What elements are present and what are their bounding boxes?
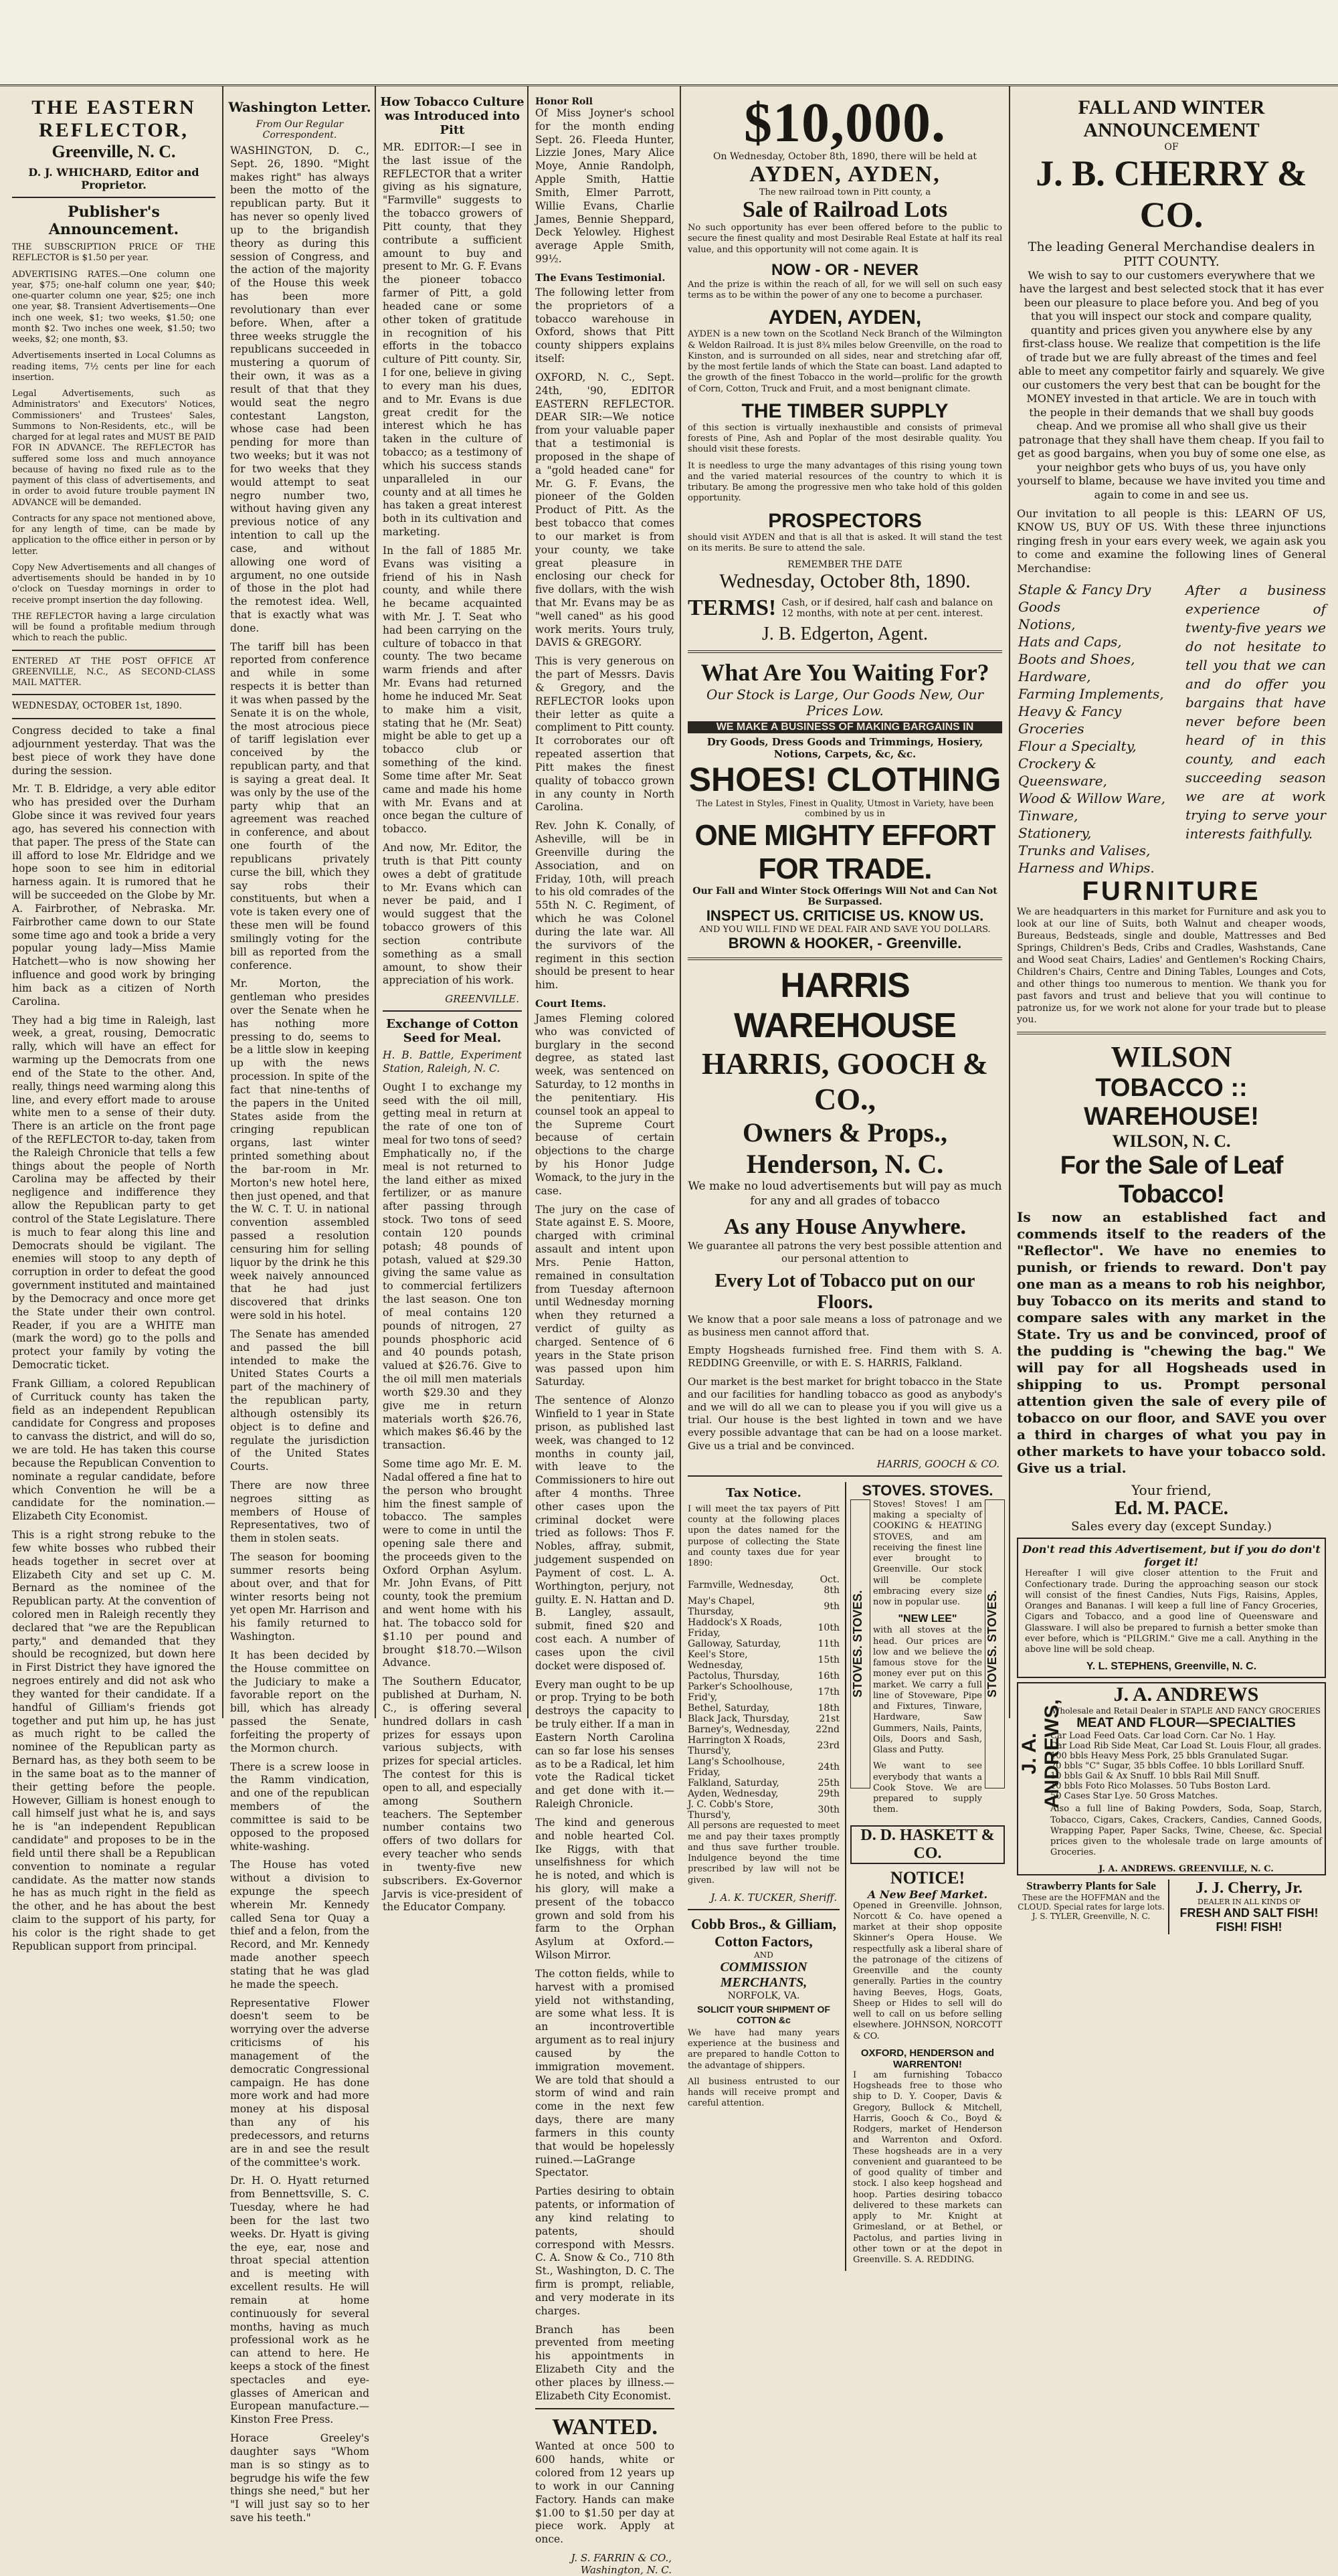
prospectors-headline: PROSPECTORS [768, 509, 922, 532]
testimonial-paragraph: Rev. John K. Conally, of Asheville, will be in Greenville during the Association, and on Friday, 10th, will preach to his old comrades of the 55th N. C. Regiment, of which he was Colonel during the late war. All the survivors of the regiment in this section should be present to hear him. [535, 820, 674, 992]
experience-text: After a business experience of twenty-five years we do not hesitate to tell you that we can and do offer you bargains that have never before been heard of in this county, and each succeeding season we are at work trying to serve your interests faithfully. [1185, 582, 1326, 842]
washington-paragraph: Horace Greeley's daughter says "Whom man is so stingy as to begrudge his wife the few things she need," but her "I will just say so to her save his teeth." [230, 2432, 369, 2524]
invitation-text: Our invitation to all people is this: LEARN OF US, KNOW US, BUY OF US. With these three injunctions ringing fresh in your ears every week, we again ask you to come and examine the following lines of General Merchandise: [1017, 507, 1326, 575]
terms-text: Cash, or if desired, half cash and balance on 12 months, with note at per cent. interest. [781, 597, 993, 619]
cobb-name: Cobb Bros., & Gilliam, [690, 1915, 837, 1932]
wanted-signature: J. S. FARRIN & CO., Washington, N. C. [571, 2552, 672, 2576]
testimonial-heading: The Evans Testimonial. [535, 271, 666, 284]
column-2 [227, 86, 372, 2524]
tax-row: Falkland, Saturday, 25th [688, 1778, 840, 1789]
masthead-place: Greenville, N. C. [52, 142, 176, 161]
goods-item: Hats and Caps, [1018, 634, 1122, 650]
remember-date: REMEMBER THE DATE [787, 559, 902, 570]
fish-line: FRESH AND SALT FISH! FISH! FISH! [1179, 1906, 1319, 1934]
column-3 [380, 86, 524, 1914]
andrews-headline: J. A. ANDREWS [1113, 1683, 1259, 1706]
tax-row: Black Jack, Thursday, 21st [688, 1714, 840, 1725]
washington-paragraph: The tariff bill has been reported from conference and while in some respects it is better than it was when passed by the Senate it is on the whole, the most atrocious piece of tariff legislation ever conceived by the republican party, and that is saying a great deal. It was only by the use of the party whip that an agreement was reached in conference, and about one fourth of the republicans privately curse the bill, which they say robs their constituents, but when a vote is taken every one of these men will be found smilingly voting for the bill as reported from the conference. [230, 640, 369, 972]
court-item: The sentence of Alonzo Winfield to 1 year in State prison, as published last week, was changed to 12 months in county jail, with leave to the Commissioners to hire out after 4 months. Three other cases upon the criminal docket were tried as follows: Thos F. Nobles, affray, submit, judgement suspended on Payment of cost. L. A. Worthington, perjury, not guilty. E. N. Hattan and D. B. Langley, assault, submit, fined $20 and cost each. A number of cases upon the civil docket were disposed of. [535, 1394, 674, 1672]
column-4 [533, 86, 677, 2576]
hogsheads-text: Empty Hogsheads furnished free. Find them with S. A. REDDING Greenville, or with E. S. HARRIS, Falkland. [688, 1344, 1002, 1370]
masthead-editor: D. J. WHICHARD, Editor and Proprietor. [28, 166, 199, 191]
andrews-item: 10 bbls Foto Rico Molasses. 50 Tubs Boston Lard. [1050, 1781, 1271, 1792]
nadal-paragraph: Some time ago Mr. E. M. Nadal offered a fine hat to the person who brought him the finest sample of tobacco. The samples were to come in until the opening sale there and the proceeds given to the Oxford Orphan Asylum. Mr. John Evans, of Pitt county, took the premium and went home with his hat. The tobacco sold for $1.10 per pound and brought $18.70.—Wilson Advance. [383, 1458, 522, 1669]
railroad-lots-headline: Sale of Railroad Lots [742, 197, 948, 222]
waiting-headline: What Are You Waiting For? [700, 659, 989, 686]
tax-row: Barney's, Wednesday, 22nd [688, 1724, 840, 1736]
wanted-text: Wanted at once 500 to 600 hands, white or colored from 12 years up to work in our Canning Factory. Hands can make $1.00 to $1.50 per day at piece work. Apply at once. [535, 2440, 674, 2546]
testimonial-paragraph: The following letter from the proprietors of a tobacco warehouse in Oxford, shows that Pitt county shippers explains itself: [535, 286, 674, 365]
harris-firm-name: HARRIS, GOOCH & CO., [701, 1046, 989, 1116]
prize-text: And the prize is within the reach of all, for we will sell on such easy terms as to be within the power of any one to become a purchaser. [688, 279, 1002, 300]
meat-flour-line: MEAT AND FLOUR—SPECIALTIES [1076, 1716, 1296, 1731]
honor-roll-heading: Honor Roll [535, 96, 593, 107]
goods-item: Farming Implements, [1018, 686, 1164, 703]
cotton-seed-paragraph: Ought I to exchange my seed with the oil mill, getting meal in return at the rate of one ton of meal for two tons of seed? Emphatically no, if the meal is not returned to the land either as mixed fertilizer, or as manure after passing through stock. Two tons of seed contain 120 pounds potash; 48 pounds of potash, valued at $29.30 giving the same value as to commercial fertilizers the last season. One ton of meal contains 120 pounds of nitrogen, 27 pounds phosphoric acid and 40 pounds potash, valued at $26.76. Give to the oil mill men materials worth $29.30 and they give me in return materials worth $26.76, which makes $6.46 by the transaction. [383, 1081, 522, 1452]
court-item: Branch has been prevented from meeting his appointments in Elizabeth City and the other places by illness.—Elizabeth City Economist. [535, 2323, 674, 2402]
tax-row: Lang's Schoolhouse, Friday, 24th [688, 1756, 840, 1778]
circulation-text: THE REFLECTOR having a large circulation will be found a profitable medium through which to reach the public. [12, 611, 215, 644]
tax-notice-heading: Tax Notice. [726, 1485, 801, 1500]
goods-item: Staple & Fancy Dry Goods [1018, 581, 1151, 616]
as-any-house: As any House Anywhere. [723, 1214, 967, 1239]
andrews-signature: J. A. ANDREWS. GREENVILLE, N. C. [1098, 1863, 1274, 1874]
tobacco-warehouse-headline: TOBACCO :: WAREHOUSE! [1084, 1074, 1259, 1131]
masthead-title: THE EASTERN REFLECTOR, [31, 96, 196, 141]
previous-page-edge [0, 0, 1338, 86]
tobacco-signature: GREENVILLE. [445, 993, 519, 1006]
dont-read-headline: Don't read this Advertisement, but if you do don't forget it! [1022, 1543, 1321, 1569]
rates-text: ADVERTISING RATES.—One column one year, $75; one-half column one year, $40; one-quarter column one year, $25; one inch one year, $8. Transient Advertisements—One inch one week, $1; two weeks, $1.50; one month $2. Two inches one week, $1.50; two weeks, $2; one month, $3. [12, 269, 215, 345]
publisher-heading: Publisher's Announcement. [48, 203, 179, 238]
pitt-county-line: PITT COUNTY. [1123, 254, 1220, 269]
beef-heading: A New Beef Market. [867, 1888, 988, 1901]
shoes-clothing-headline: SHOES! CLOTHING [688, 761, 1001, 798]
cotton-factors: Cotton Factors, [714, 1932, 813, 1950]
tobacco-paragraph: And now, Mr. Editor, the truth is that Pitt county owes a debt of gratitude to Mr. Evans which can never be paid, and I would suggest that the tobacco growers of this section contribute something as a small amount, to show their appreciation of his work. [383, 842, 522, 987]
ayden-description: AYDEN is a new town on the Scotland Neck Branch of the Wilmington & Weldon Railroad. It is just 8¾ miles below Greenville, on the road to Kinston, and is surrounded on all sides, near and stretching afar off, by the most fertile lands of which the State can boast. Land adapted to the growth of the finest Tobacco in the world—prolific for the growth of Corn, Cotton, Truck and Fruit, and a most benignant climate. [688, 329, 1002, 394]
goods-item: Notions, [1018, 616, 1076, 633]
newspaper-page [9, 86, 1329, 2576]
fair-line: AND YOU WILL FIND WE DEAL FAIR AND SAVE YOU DOLLARS. [699, 925, 991, 935]
goods-item: Tinware, [1018, 808, 1078, 824]
washington-heading: Washington Letter. [228, 99, 371, 115]
column-rule [1009, 86, 1010, 1718]
fall-stock-line: Our Fall and Winter Stock Offerings Will Not and Can Not Be Surpassed. [692, 886, 997, 907]
stoves-text: Stoves! Stoves! I am making a specialty of COOKING & HEATING STOVES, and am receiving the finest line ever brought to Greenville. Our stock will be complete embracing every size now in popular use. [872, 1499, 982, 1607]
goods-item: Wood & Willow Ware, [1018, 790, 1166, 807]
latest-line: The Latest in Styles, Finest in Quality, Utmost in Variety, have been combined by us in [696, 799, 994, 819]
local-text: Advertisements inserted in Local Columns as reading items, 7½ cents per line for each insertion. [12, 351, 215, 383]
andrews-item: 100 bbls Heavy Mess Pork, 25 bbls Granulated Sugar. [1050, 1751, 1288, 1762]
article-eldridge: Mr. T. B. Eldridge, a very able editor who has presided over the Durham Globe since it was revived four years ago, has severed his connection with that paper. The press of the State can ill afford to lose Mr. Eldridge and we hope soon to see him in editorial harness again. It is rumored that he will be succeeded on the Globe by Mr. A. Fairbrother, of Nebraska. Mr. Fairbrother came down to our State some time ago and took a bride a very popular young lady—Miss Mamie Hatchett—who is now showing her influence and good work by bringing him back as a citizen of North Carolina. [12, 783, 215, 1008]
pace-text: Is now an established fact and commends itself to the readers of the "Reflector". We have no enemies to punish, or friends to reward. Don't pay one man as a means to rob his neighbor, buy Tobacco on its merits and stand to compare sales with any market in the State. Try us and be convinced, proof of the pudding is "chewing the bag." We will pay for all Hogsheads used in shipping to us. Prompt personal attention given the sale of every pile of tobacco on our floor, and SAVE you over a third in charges of what you pay in other markets to have your tobacco sold. Give us a trial. [1017, 1209, 1326, 1477]
want-text: We want to see everybody that wants a Cook Stove. We are prepared to supply them. [872, 1761, 982, 1815]
stoves-heading: STOVES. STOVES. [862, 1481, 993, 1499]
now-or-never: NOW - OR - NEVER [771, 260, 919, 279]
cherry-text: We wish to say to our customers everywhere that we have the largest and best selected stock that it has ever been our pleasure to place before you. And beg of you that you will inspect our stock and compare quality, quantity and prices given you anywhere else by any first-class house. We realize that competition is the life of trade but we are fully abreast of the times and feel able to meet any competitor fairly and squarely. We give our customers the very best that can be bought for the MONEY invested in that article. We are in touch with the people in their demands that we shall buy goods cheap. And we promise all who shall give us their patronage that they shall have them cheap. If you fail to get as good bargains, when you buy of some one else, as your neighbor gets who buys of us, you have only yourself to blame, because we have invited you time and again to come in and see us. [1017, 269, 1326, 501]
goods-list [1018, 581, 1179, 877]
owners-line: Owners & Props., Henderson, N. C. [743, 1117, 947, 1179]
contracts-text: Contracts for any space not mentioned above, for any length of time, can be made by application to the office either in person or by letter. [12, 513, 215, 557]
goods-item: Harness and Whips. [1018, 860, 1155, 877]
tax-row: Galloway, Saturday, 11th [688, 1639, 840, 1650]
agent-name: J. B. Edgerton, Agent. [761, 624, 929, 644]
notice-heading: NOTICE! [890, 1867, 965, 1888]
column-7 [1014, 86, 1329, 1934]
andrews-item: 50 Cases Star Lye. 50 Gross Matches. [1050, 1791, 1218, 1802]
andrews-text: Also a full line of Baking Powders, Soda, Soap, Starch, Tobacco, Cigars, Cakes, Crackers, Candies, Canned Goods, Wrapping Paper, Paper Sacks, Twine, Cheese, &c. Special prices given to the wholesale trade on large amounts of Groceries. [1050, 1804, 1322, 1858]
goods-item: Hardware, [1018, 668, 1091, 685]
strawberry-signature: J. S. TYLER, Greenville, N. C. [1032, 1911, 1151, 1921]
tobacco-paragraph: In the fall of 1885 Mr. Evans was visiting a friend of his in Nash county, and while there he became acquainted with Mr. J. T. Seat who had been carrying on the culture of tobacco in that county. The two became warm friends and after Mr. Evans had returned home he induced Mr. Seat to make him a visit, stating that he (Mr. Seat) might be able to get up a tobacco club or something of the kind. Some time after Mr. Seat came and made his home with Mr. Evans and at once began the culture of tobacco. [383, 544, 522, 836]
brown-hooker-name: BROWN & HOOKER, - Greenville. [728, 935, 962, 951]
column-5 [685, 86, 1005, 2265]
entry-text: ENTERED AT THE POST OFFICE AT GREENVILLE, N.C., AS SECOND-CLASS MAIL MATTER. [12, 656, 215, 688]
tax-row: Ayden, Wednesday, 29th [688, 1788, 840, 1800]
testimonial-paragraph: OXFORD, N. C., Sept. 24th, '90, EDITOR EASTERN REFLECTOR. DEAR SIR:—We notice from your valuable paper that a testimonial is proposed in the shape of a "gold headed cane" for Mr. G. F. Evans, the pioneer of the Golden Product of Pitt. As the best tobacco that comes to our market is from your county, we take great pleasure in enclosing our check for five dollars, with the wish that Mr. Evans may be as "well caned" as his good work merits. Yours truly, DAVIS & GREGORY. [535, 371, 674, 649]
sale-intro: On Wednesday, October 8th, 1890, there will be held at [712, 151, 977, 162]
harris-signature: HARRIS, GOOCH & CO. [876, 1457, 999, 1470]
beef-text: Opened in Greenville. Johnson, Norcott & Co. have opened a market at their shop opposite Skinner's Opera House. We respectfully ask a liberal share of the patronage of the citizens of Greenville and the county generally. Parties in the country having Beeves, Hogs, Goats, Sheep or Hides to sell will do well to call on us before selling elsewhere. JOHNSON, NORCOTT & CO. [852, 1900, 1002, 2041]
tax-after-text: All persons are requested to meet me and pay their taxes promptly and thus save further trouble. Indulgence beyond the time prescribed by law will not be given. [688, 1821, 840, 1885]
jj-cherry-name: J. J. Cherry, Jr. [1196, 1879, 1303, 1897]
wilson-headline: WILSON [1111, 1040, 1232, 1074]
goods-line: Dry Goods, Dress Goods and Trimmings, Hosiery, Notions, Carpets, &c, &c. [706, 736, 983, 760]
experience-text: We have had many years experience at the business and are prepared to handle Cotton to the advantage of shippers. [688, 2027, 840, 2071]
court-item: Every man ought to be up or prop. Trying to be both destroys the capacity to be truly either. If a man in Eastern North Carolina can so far lose his senses as to be a Radical, let him vote the Radical ticket and get done with it.—Raleigh Chronicle. [535, 1678, 674, 1811]
tax-row: Harrington X Roads, Thursd'y, 23rd [688, 1735, 840, 1757]
harris-warehouse-headline: HARRIS WAREHOUSE [734, 966, 956, 1045]
guarantee-text: We guarantee all patrons the very best possible attention and our personal attention to [688, 1239, 1002, 1265]
tax-schedule [685, 1574, 842, 1821]
andrews-item: Car Load Feed Oats. Car load Corn. Car No. 1 Hay. [1050, 1731, 1276, 1742]
timber-text: of this section is virtually inexhaustible and consists of primeval forests of Pine, Ash and Poplar of the most desirable quality. You should visit these forests. [688, 422, 1002, 455]
andrews-subline: Wholesale and Retail Dealer in STAPLE AND FANCY GROCERIES [1052, 1706, 1321, 1716]
prospectors-text: should visit AYDEN and that is all that is asked. It will stand the test on its merits. Be sure to attend the sale. [688, 532, 1002, 553]
issue-date: WEDNESDAY, OCTOBER 1st, 1890. [12, 701, 183, 712]
washington-paragraph: There are now three negroes sitting as members of House of Representatives, two of them in stolen seats. [230, 1479, 369, 1545]
strawberry-headline: Strawberry Plants for Sale [1026, 1879, 1156, 1892]
goods-item: Heavy & Fancy Groceries [1018, 703, 1122, 737]
washington-paragraph: WASHINGTON, D. C., Sept. 26, 1890. "Might makes right" has always been the motto of the republican party. But it has never so openly lived up to the brigandish theory as during this session of Congress, and the action of the majority of the House this week has been more revolutionary than ever before. When, after a three weeks struggle the republicans succeeded in mustering a quorum of their own, it was as a result of that that they would seat the negro contestant Langston, whose case had been pending for more than two weeks; but it was not for two weeks that they would attempt to seat negro number two, without having given any previous notice of any intention to call up the case, and without allowing one word of argument, no one outside of those in the plot had the remotest idea. Well, that is exactly what was done. [230, 145, 369, 634]
column-rule [680, 86, 681, 1718]
tax-row: Keel's Store, Wednesday, 15th [688, 1649, 840, 1671]
washington-paragraph: The Senate has amended and passed the bill intended to make the United States Courts a part of the machinery of the republican party, although ostensibly its object is to define and regulate the jurisdiction of the United States Courts. [230, 1327, 369, 1473]
washington-paragraph: There is a screw loose in the Ramm vindication, and one of the republican members of the committee is said to be opposed to the proposed white-washing. [230, 1760, 369, 1853]
of-word: OF [1164, 142, 1179, 153]
new-lee: "NEW LEE" [898, 1613, 957, 1625]
court-items-heading: Court Items. [535, 998, 606, 1010]
strawberry-text: These are the HOFFMAN and the CLOUD. Special rates for large lots. [1018, 1892, 1165, 1912]
sale-date: Wednesday, October 8th, 1890. [719, 570, 971, 592]
haskett-name: D. D. HASKETT & CO. [850, 1825, 1005, 1864]
dont-read-text: Hereafter I will give closer attention to the Fruit and Confectionary trade. During the approaching season our stock will consist of the finest Candies, Nuts Figs, Raisins, Apples, Oranges and Bananas. I will keep a full line of Fancy Groceries, Cigars and Tobacco, and a good line of Queensware and Glassware. I will also be prepared to furnish a better smoke than ever before, which is "PILGRIM." Give me a call. Anything in the above line will be sold cheap. [1025, 1568, 1318, 1655]
washington-paragraph: Mr. Morton, the gentleman who presides over the Senate when he has nothing more pressing to do, seems to be a little slow in keeping up with the news procession. In spite of the fact that nine-tenths of the papers in the United States aside from the cringing republican organs, last winter printed something about the bar-room in Mr. Morton's new hotel here, then just opened, and that the W. C. T. U. in national convention assembled passed a resolution censuring him for selling liquor by the drink he this week naively announced that he had just discovered that drinks were sold in his hotel. [230, 978, 369, 1322]
stock-line: Our Stock is Large, Our Goods New, Our Prices Low. [706, 686, 984, 719]
your-friend: Your friend, [1131, 1482, 1212, 1499]
court-item: The cotton fields, while to harvest with a promised yield not withstanding, are some what less. It is an incontrovertible argument as to real injury caused by the immigration movement. We are told that should a storm of wind and rain come in the next few days, there are many farmers in this county that would be hopelessly ruined.—LaGrange Spectator. [535, 1967, 674, 2179]
tax-notice-text: I will meet the tax payers of Pitt county at the following places upon the dates named for the purpose of collecting the State and county taxes due for year 1890: [688, 1503, 840, 1568]
stoves-vertical-banner: STOVES. STOVES. [985, 1499, 1005, 1788]
andrews-item: 10 bbls Gail & Ax Snuff. 10 bbls Rail Mill Snuff. [1050, 1771, 1260, 1782]
washington-paragraph: The season for booming summer resorts being about over, and that for winter resorts being not yet open Mr. Harrison and his family returned to Washington. [230, 1551, 369, 1643]
price-headline: $10,000. [744, 92, 946, 154]
column-1 [9, 86, 218, 1952]
timber-supply-headline: THE TIMBER SUPPLY [741, 399, 949, 422]
terms-headline: TERMS! [688, 595, 777, 620]
educator-paragraph: The Southern Educator, published at Durham, N. C., is offering several hundred dollars in cash prizes for essays upon various subjects, with prizes for special articles. The contest for this is open to all, and especially among Southern teachers. The September number contains two offers of two dollars for every teacher who sends in twenty-five new subscribers. Ex-Governor Jarvis is vice-president of the Educator Company. [383, 1675, 522, 1914]
furniture-text: We are headquarters in this market for Furniture and ask you to look at our line of Suits, both Walnut and cheaper woods, Bureaus, Bedsteads, single and double, Mattresses and Bed Springs, Children's Beds, Cribs and Cradles, Washstands, Cane and Wood seat Chairs, Ladies' and Gentlemen's Rocking Chairs, Children's Chairs, Centre and Dining Tables, Lounges and Cots, and other things too numerous to mention. We thank you for past favors and trust and believe that you will continue to patronize us, for we work not alone for your trade but to please you. [1017, 907, 1326, 1026]
furniture-headline: FURNITURE [1082, 877, 1261, 907]
market-text: Our market is the best market for bright tobacco in the State and our facilities for handling tobacco as good as anybody's and we will do all we can to please you if you will give us a trial. Our house is the best lighted in town and we have every possible advantage that can be had on a loose market. Give us a trial and be convinced. [688, 1375, 1002, 1452]
goods-item: Crockery & Queensware, [1018, 755, 1107, 790]
wilson-nc: WILSON, N. C. [1112, 1131, 1231, 1152]
oxford-text: I am furnishing Tobacco Hogsheads free to those who ship to D. Y. Cooper, Davis & Gregory, Bullock & Mitchell, Harris, Gooch & Co., Boyd & Rodgers, market of Henderson and Warrenton and Oxford. These hogsheads are in a very convenient and guaranteed to be of good quality of timber and stock. I also keep hogshead and hoop. Parties desiring tobacco delivered to these markets can apply to Mr. Knight at Grimesland, or at Bethel, or Pactolus, and parties living in other town or at the depot in Greenville. S. A. REDDING. [852, 2069, 1002, 2265]
washington-paragraph: It has been decided by the House committee on the Judiciary to make a favorable report on the bill, which has already passed the Senate, forfeiting the property of the Mormon church. [230, 1649, 369, 1754]
pace-name: Ed. M. PACE. [1115, 1498, 1228, 1520]
court-item: The kind and generous and noble hearted Col. Ike Riggs, with that unselfishness for which he is noted, and which is his glory, will make a present of the tobacco grown and sold from his farm to the Orphan Asylum at Oxford.—Wilson Mirror. [535, 1816, 674, 1962]
stoves-vertical-banner: STOVES. STOVES. [850, 1499, 870, 1788]
tax-row: Farmville, Wednesday, Oct. 8th [688, 1574, 840, 1596]
harris-text: We make no loud advertisements but will pay as much for any and all grades of tobacco [688, 1180, 1002, 1208]
fall-winter-headline: FALL AND WINTER ANNOUNCEMENT [1078, 96, 1265, 141]
legal-text: Legal Advertisements, such as Administrators' and Executors' Notices, Commissioners' and Trustees' Sales, Summons to Non-Residents, etc., will be charged for at legal rates and MUST BE PAID FOR IN ADVANCE. The REFLECTOR has suffered some loss and much annoyance because of having no fixed rule as to the payment of this class of advertisements, and in order to avoid future trouble payment IN ADVANCE will be demanded. [12, 389, 215, 508]
article-raleigh: They had a big time in Raleigh, last week, a great, rousing, Democratic rally, which will have an effect for warming up the Democrats from one end of the State to the other. And, really, things need warming along this line, and every effort made to arouse white men to a sense of their duty. There is an article on the front page of the REFLECTOR to-day, taken from the Raleigh Chronicle that tells a few things about the people of North Carolina may be affected by their negligence and indifference they allow the Republican party to get control of the State Legislature. There is much to fear along this line and Democrats should be vigilant. The enemies will stoop to any depth of corruption in order to defeat the good government instituted and maintained by the Democracy and once more get the State under their own control. Reader, if you are a WHITE man (mark the word) go to the polls and protect your family by voting the Democratic ticket. [12, 1014, 215, 1372]
goods-item: Stationery, [1018, 825, 1092, 842]
inspect-line: INSPECT US. CRITICISE US. KNOW US. [706, 907, 984, 924]
stephens-name: Y. L. STEPHENS, Greenville, N. C. [1086, 1661, 1257, 1673]
ayden-subline: The new railroad town in Pitt county, a [759, 187, 931, 197]
testimonial-paragraph: This is very generous on the part of Messrs. Davis & Gregory, and the REFLECTOR looks upon their letter as quite a compliment to Pitt county. It corroborates our oft repeated assertion that Pitt makes the finest quality of tobacco grown in any county in North Carolina. [535, 655, 674, 814]
cotton-seed-byline: H. B. Battle, Experiment Station, Raleigh, N. C. [383, 1049, 522, 1075]
tax-row: J. C. Cobb's Store, Thursd'y, 30th [688, 1799, 840, 1821]
washington-paragraph: The House has voted without a division to expunge the speech wherein Mr. Kennedy called Sena tor Quay a thief and a felon, from the Record, and Mr. Kennedy made another speech stating that he was glad he made the speech. [230, 1859, 369, 1991]
tax-row: Pactolus, Thursday, 16th [688, 1671, 840, 1682]
column-rule [222, 86, 223, 1718]
cotton-seed-heading: Exchange of Cotton Seed for Meal. [386, 1017, 518, 1046]
patronage-text: We know that a poor sale means a loss of patronage and we as business men cannot afford that. [688, 1313, 1002, 1339]
article-adjournment: Congress decided to take a final adjournment yesterday. That was the best piece of work they have done during the session. [12, 725, 215, 777]
solicit-line: SOLICIT YOUR SHIPMENT OF COTTON &c [697, 2003, 830, 2025]
andrews-vertical-name: J. A. ANDREWS, [1018, 1699, 1063, 1809]
leaf-tobacco-headline: For the Sale of Leaf Tobacco! [1060, 1152, 1283, 1209]
tax-row: Bethel, Saturday, 18th [688, 1703, 840, 1714]
sales-line: Sales every day (except Sunday.) [1071, 1520, 1272, 1534]
washington-paragraph: Dr. H. O. Hyatt returned from Bennettsville, S. C. Tuesday, where he had been for the last two weeks. Dr. Hyatt is giving the eye, ear, nose and throat special attention and is meeting with excellent results. He will remain at home continuously for several months, having as much professional work as he can attend to here. He keeps a stock of the finest spectacles and eye-glasses of American and European manufacture.—Kinston Free Press. [230, 2175, 369, 2426]
bargains-line: WE MAKE A BUSINESS OF MAKING BARGAINS IN [688, 721, 1002, 733]
goods-item: Flour a Specialty, [1018, 738, 1137, 755]
goods-item: Trunks and Valises, [1018, 842, 1151, 859]
column-rule [375, 86, 376, 1718]
lots-text: No such opportunity has ever been offered before to the public to secure the finest quality and most Desirable Real Estate at half its real value, and this opportunity will not come again. It is [688, 223, 1002, 255]
and-word: AND [754, 1950, 773, 1960]
wanted-heading: WANTED. [552, 2415, 658, 2440]
court-item: The jury on the case of State against E. S. Moore, charged with criminal assault and intent upon Mrs. Penie Hatton, remained in consultation from Tuesday afternoon until Wednesday morning when they returned a verdict of guilty as charged. Sentence of 6 years in the State prison was passed upon him Saturday. [535, 1203, 674, 1388]
column-rule [527, 86, 529, 1718]
norfolk-line: NORFOLK, VA. [727, 1990, 800, 2001]
copy-text: Copy New Advertisements and all changes of advertisements should be handed in by 10 o'clock on Tuesday mornings in order to receive prompt insertion the day following. [12, 562, 215, 606]
new-lee-text: with all stoves at the head. Our prices are low and we believe the famous stove for the money ever put on this market. We carry a full line of Stoveware, Pipe and Fixtures, Tinware, Hardware, Saw Gummers, Nails, Paints, Oils, Doors and Sash, Glass and Putty. [872, 1625, 982, 1755]
mighty-effort-headline: ONE MIGHTY EFFORT FOR TRADE. [694, 819, 995, 885]
tax-row: Parker's Schoolhouse, Frid'y, 17th [688, 1681, 840, 1704]
oxford-heading: OXFORD, HENDERSON and WARRENTON! [860, 2047, 995, 2070]
stephens-ad [1017, 1538, 1326, 1678]
tax-row: Haddock's X Roads, Friday, 10th [688, 1617, 840, 1639]
court-item: Parties desiring to obtain patents, or information of any kind relating to patents, should correspond with Messrs. C. A. Snow & Co., 710 8th St., Washington, D. C. The firm is prompt, reliable, and very moderate in its charges. [535, 2185, 674, 2317]
article-rebuke: This is a right strong rebuke to the few white bosses who rubbed their heads together in secret over at Elizabeth City and set up C. M. Bernard as the nominee of the Republican party. At the convention of colored men in Raleigh recently they declared that "we are the Republican party," and demanded that they should be recognized, but down here in First District they have ignored the negroes entirely and did not ask who they wanted for their candidate. If a handful of Gilliam's friends got together and put him up, he has just as much right to be called the nominee of the Republican party as Bernard has, as they both seem to be in the same boat as to the manner of their getting before the people. However, Gilliam is honest enough to call himself just what he is, and says he is "an independent Republican candidate" and proposes to be in the field until there shall be a Republican convention to nominate a regular candidate. As the matter now stands he has as much right in the field as the other, and he has about the best claim to the support of his party, for his color is the right shade to get Republican support from principal. [12, 1529, 215, 1952]
ayden-headline: AYDEN, AYDEN, [749, 162, 941, 187]
tobacco-culture-heading: How Tobacco Culture was Introduced into Pitt [380, 95, 524, 137]
jj-cherry-subline: DEALER IN ALL KINDS OF [1197, 1897, 1301, 1906]
tax-signature: J. A. K. TUCKER, Sheriff. [710, 1891, 837, 1904]
goods-item: Boots and Shoes, [1018, 651, 1135, 668]
ayden-subhead: AYDEN, AYDEN, [768, 306, 922, 329]
washington-subheading: From Our Regular Correspondent. [256, 119, 344, 141]
cherry-headline: J. B. CHERRY & CO. [1036, 153, 1307, 235]
tax-row: May's Chapel, Thursday, 9th [688, 1596, 840, 1618]
leading-line: The leading General Merchandise dealers in [1028, 240, 1315, 254]
subscription-text: THE SUBSCRIPTION PRICE OF THE REFLECTOR is $1.50 per year. [12, 242, 215, 264]
entrusted-text: All business entrusted to our hands will receive prompt and careful attention. [688, 2076, 840, 2109]
tobacco-paragraph: MR. EDITOR:—I see in the last issue of the REFLECTOR that a writer giving as his signature, "Farmville" suggests to the tobacco growers of Pitt county, that they contribute a sufficient amount to buy and present to Mr. G. F. Evans the pioneer tobacco farmer of Pitt, a gold headed cane or some other token of gratitude in recognition of his efforts in the tobacco culture of Pitt county. Sir, I for one, believe in giving to every man his dues, and to Mr. Evans is due great credit for the interest which he has taken in the culture of tobacco; as a testimony of which his success stands unparalleled in our county and at all times he has taken a great interest both in its cultivation and marketing. [383, 141, 522, 539]
andrews-item: Car Load Rib Side Meat, Car Load St. Louis Flour, all grades. [1050, 1741, 1322, 1752]
court-item: James Fleming colored who was convicted of burglary in the second degree, as stated last week, was sentenced on Saturday, to 12 months in the penitentiary. His counsel took an appeal to the Supreme Court because of certain objections to the charge by his Honor Judge Womack, to the jury in the case. [535, 1012, 675, 1197]
washington-paragraph: Representative Flower doesn't seem to be worrying over the adverse criticisms of his management of the democratic Congressional campaign. He has done more work and had more money at his disposal than any of his predecessors, and returns are in and see the result of the committee's work. [230, 1997, 369, 2169]
commission-merchants: COMMISSION MERCHANTS, [720, 1959, 807, 1990]
urge-text: It is needless to urge the many advantages of this rising young town and the varied material resources of the country to which it is tributary. Be among the progressive men who take hold of this golden opportunity. [688, 460, 1002, 504]
andrews-item: 20 bbls "C" Sugar, 35 bbls Coffee. 10 bbls Lorillard Snuff. [1050, 1761, 1305, 1772]
article-gilliam: Frank Gilliam, a colored Republican of Currituck county has taken the field as an independent Republican candidate for Congress and proposes to canvass the district, and will do so, we are told. He has taken this course because the Republican Convention to nominate a regular candidate, before which Convention he will be a candidate for the nomination.—Elizabeth City Economist. [12, 1377, 215, 1523]
honor-roll-text: Of Miss Joyner's school for the month ending Sept. 26. Fleeda Hunter, Lizzie Jones, Mary Alice Moye, Annie Randolph, Apple Smith, Hattie Smith, Elmer Parrott, Willie Evans, Charlie James, Bennie Sheppard, Deck Yelowley. Highest average Apple Smith, 99½. [535, 107, 674, 266]
every-lot-line: Every Lot of Tobacco put on our Floors. [714, 1270, 975, 1313]
